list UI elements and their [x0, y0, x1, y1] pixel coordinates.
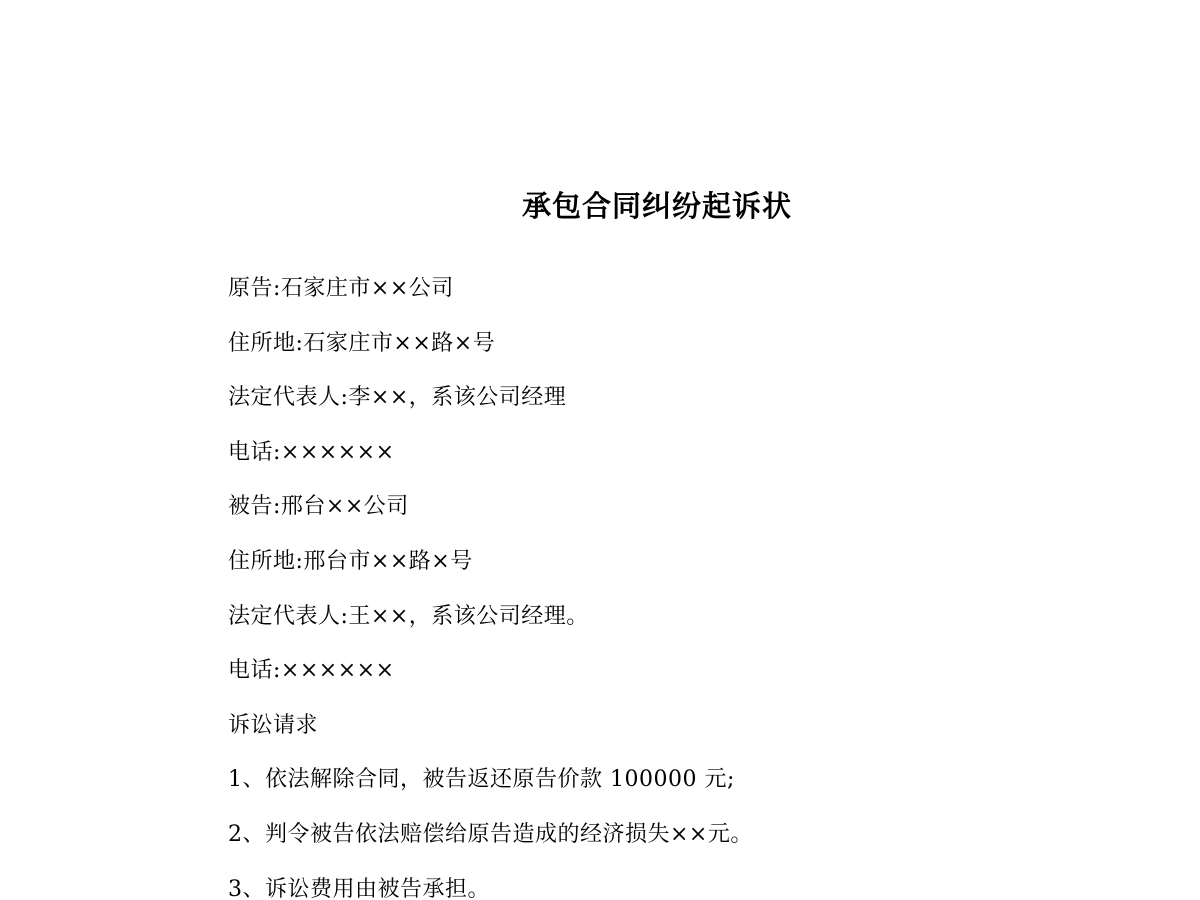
defendant-phone-line: 电话:×××××× — [228, 658, 395, 684]
document-title: 承包合同纠纷起诉状 — [521, 189, 792, 223]
document-body — [228, 271, 1128, 900]
defendant-line: 被告:邢台××公司 — [228, 494, 409, 520]
plaintiff-phone-line: 电话:×××××× — [228, 439, 395, 465]
plaintiff-representative-line: 法定代表人:李××，系该公司经理 — [228, 385, 567, 411]
defendant-address-line: 住所地:邢台市××路×号 — [228, 548, 473, 574]
claim-item-2: 2、判令被告依法赔偿给原告造成的经济损失××元。 — [228, 821, 753, 847]
plaintiff-address-line: 住所地:石家庄市××路×号 — [228, 330, 496, 356]
claim-item-1: 1、依法解除合同，被告返还原告价款 100000 元; — [228, 767, 735, 793]
defendant-representative-line: 法定代表人:王××，系该公司经理。 — [228, 603, 589, 629]
claims-heading: 诉讼请求 — [228, 712, 319, 738]
claim-item-3: 3、诉讼费用由被告承担。 — [228, 876, 490, 900]
plaintiff-line: 原告:石家庄市××公司 — [228, 276, 454, 301]
